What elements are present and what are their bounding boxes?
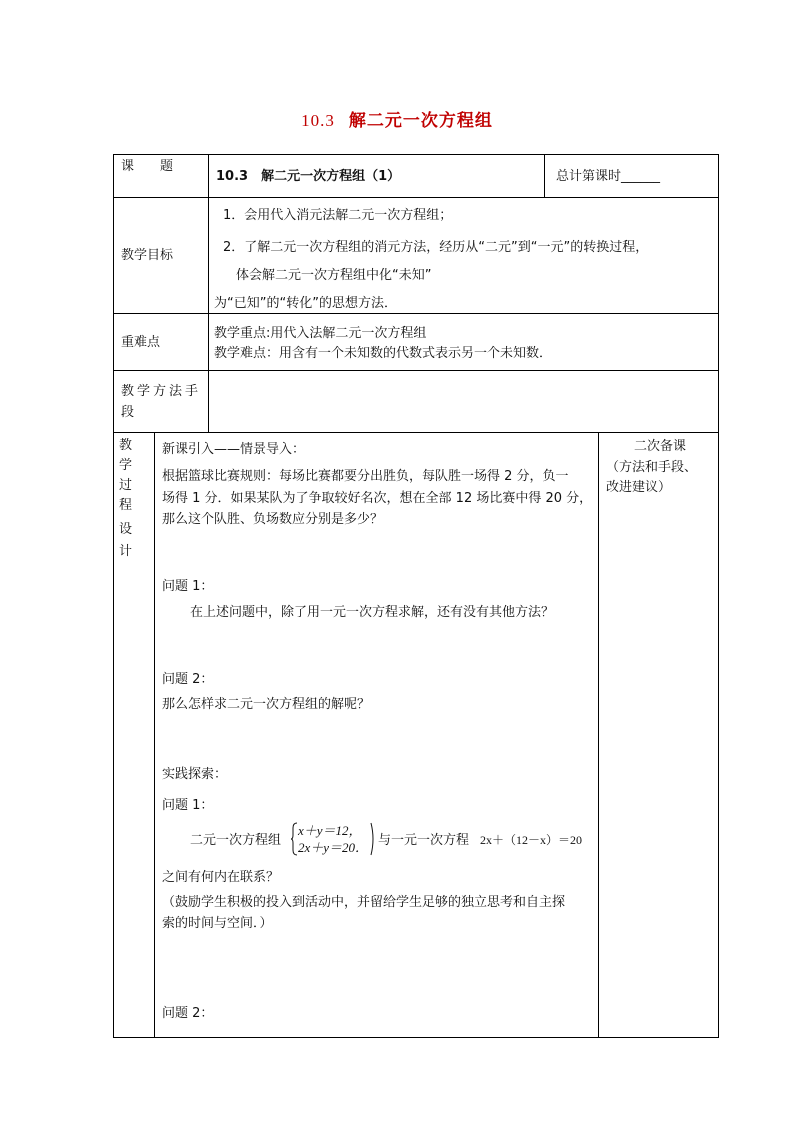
side-subtitle: （方法和手段、 (606, 460, 698, 475)
right-paren-icon (370, 822, 376, 856)
topic-column-divider (544, 154, 545, 198)
question-label: 问题 1： (162, 579, 214, 594)
activity-note: 索的时间与空间．） (162, 916, 273, 931)
row-divider (113, 432, 719, 433)
label-process-char: 学 (119, 458, 133, 473)
explore-heading: 实践探索： (162, 767, 228, 782)
label-process-char: 设 (119, 522, 133, 537)
question-text: 在上述问题中，除了用一元一次方程求解，还有没有其他方法？ (190, 605, 555, 620)
label-goals: 教学目标 (121, 248, 174, 263)
intro-heading: 新课引入——情景导入： (162, 442, 306, 457)
row-divider (113, 197, 719, 198)
question-text: 之间有何内在联系？ (162, 870, 280, 885)
left-brace-icon (290, 822, 298, 856)
label-process-char: 计 (119, 544, 133, 559)
table-border-left (113, 154, 114, 1038)
question-label: 问题 2： (162, 1006, 214, 1021)
question-label: 问题 2： (162, 672, 214, 687)
page-title: 10.3 解二元一次方程组 (301, 111, 493, 131)
system-prefix: 二元一次方程组 (190, 833, 282, 848)
label-topic: 课 题 (121, 159, 174, 174)
equation-line: 2x＋y＝20． (298, 840, 369, 855)
process-label-divider (154, 432, 155, 1038)
period-count: 总计第课时______ (556, 169, 661, 184)
process-side-divider (598, 432, 599, 1038)
linear-equation: 2x＋（12－x）＝20 (480, 833, 583, 847)
row-divider (113, 313, 719, 314)
table-border-right (718, 154, 719, 1038)
table-border-bottom (113, 1037, 719, 1038)
goal-item: 1．会用代入消元法解二元一次方程组； (223, 208, 453, 223)
activity-note: （鼓励学生积极的投入到活动中，并留给学生足够的独立思考和自主探 (162, 895, 566, 910)
goal-item: 体会解二元一次方程组中化“未知” (236, 268, 432, 283)
question-text: 那么怎样求二元一次方程组的解呢？ (162, 697, 371, 712)
question-label: 问题 1： (162, 798, 214, 813)
lesson-title: 10.3 解二元一次方程组（1） (216, 169, 401, 184)
intro-text: 根据篮球比赛规则：每场比赛都要分出胜负，每队胜一场得 2 分，负一 (162, 469, 569, 484)
label-column-divider (208, 154, 209, 433)
side-subtitle: 改进建议） (606, 480, 672, 495)
table-border-top (113, 154, 719, 155)
label-process-char: 教 (119, 438, 133, 453)
equation-line: x＋y＝12， (298, 823, 362, 838)
goal-item: 2．了解二元一次方程组的消元方法，经历从“二元”到“一元”的转换过程， (223, 240, 649, 255)
difficult-point: 教学难点：用含有一个未知数的代数式表示另一个未知数． (214, 346, 553, 361)
label-process-char: 过 (119, 478, 133, 493)
row-divider (113, 370, 719, 371)
intro-text: 场得 1 分．如果某队为了争取较好名次，想在全部 12 场比赛中得 20 分， (162, 491, 593, 506)
label-method: 段 (121, 405, 135, 420)
label-method: 教学方法手 (121, 384, 202, 399)
side-title: 二次备课 (634, 439, 687, 454)
goal-item: 为“已知”的“转化”的思想方法． (214, 296, 397, 311)
label-key-points: 重难点 (121, 335, 161, 350)
key-point: 教学重点:用代入法解二元一次方程组 (214, 326, 427, 341)
intro-text: 那么这个队胜、负场数应分别是多少？ (162, 512, 384, 527)
label-process-char: 程 (119, 498, 133, 513)
system-mid: 与一元一次方程 (378, 833, 470, 848)
